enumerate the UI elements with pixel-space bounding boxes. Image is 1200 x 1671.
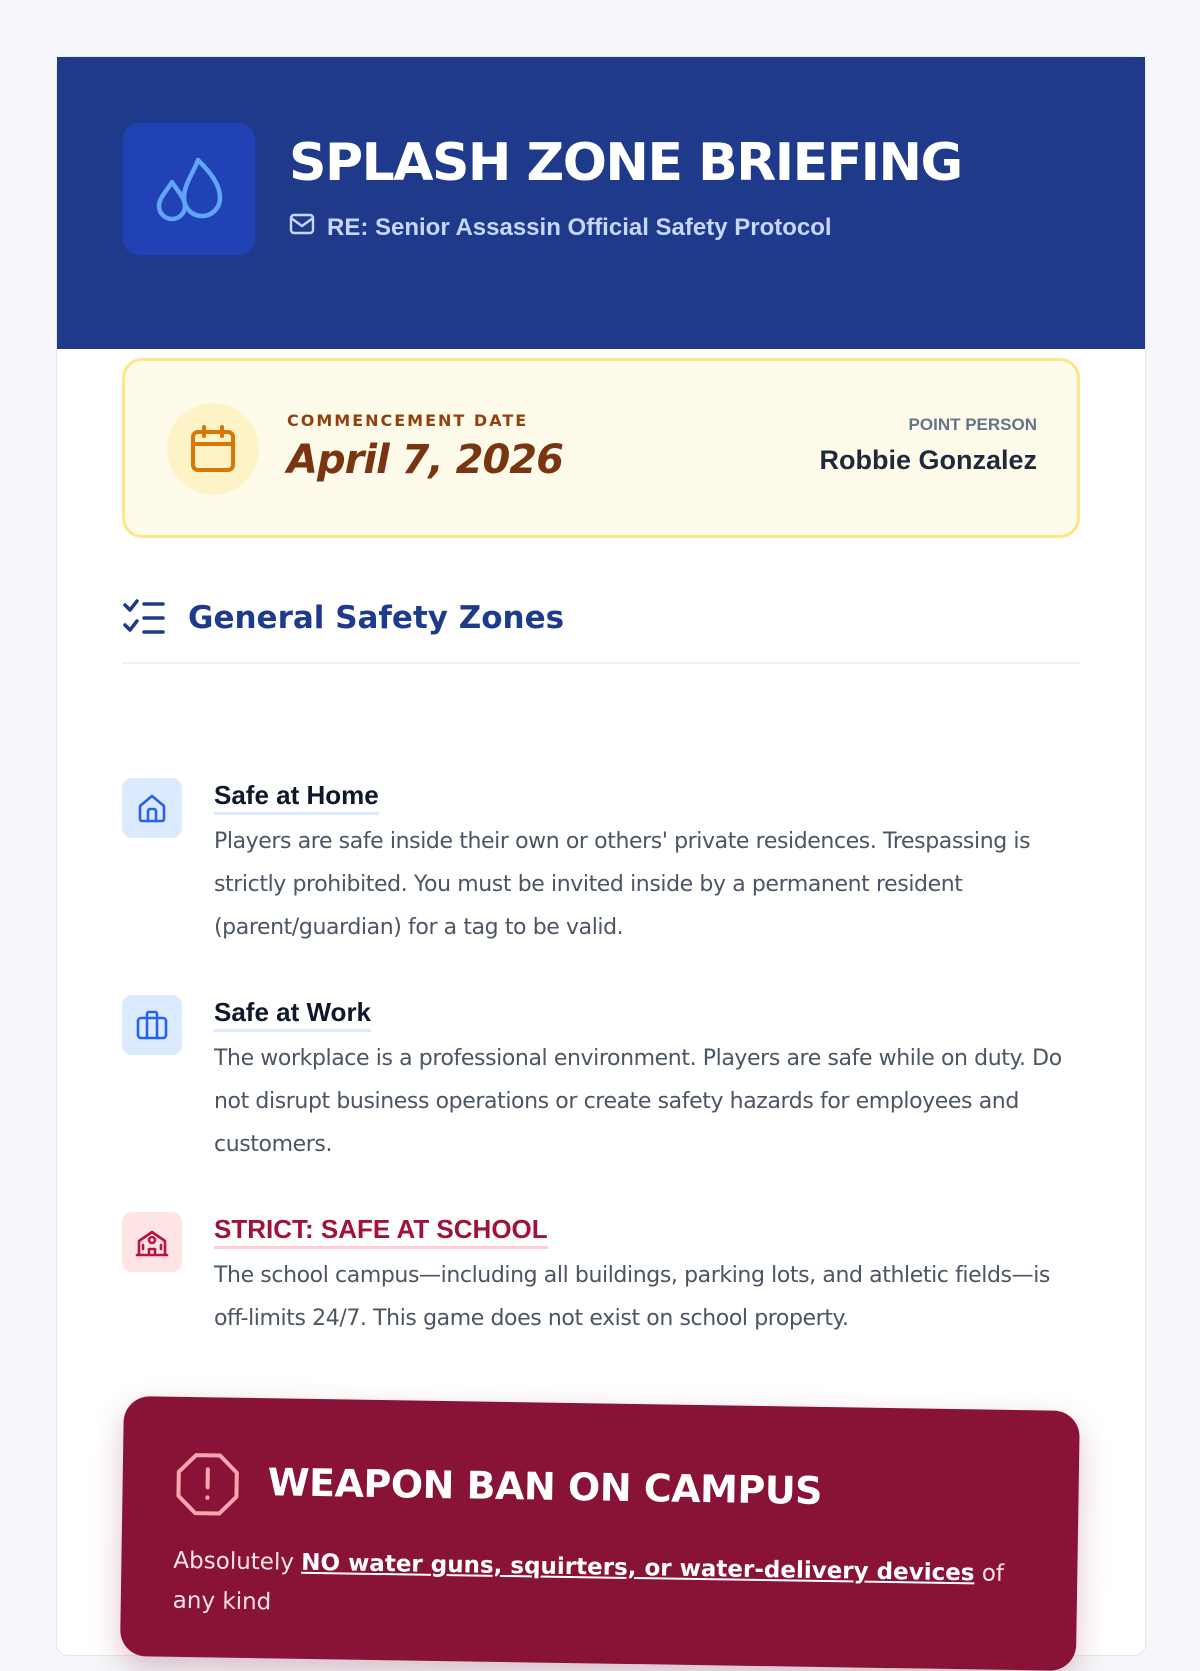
section-title: General Safety Zones xyxy=(188,598,564,638)
zone-description: The workplace is a professional environment. Players are safe while on duty. Do not disrupt business operations or create safety hazards for employees and customers. xyxy=(214,1037,1080,1166)
calendar-icon xyxy=(167,403,259,495)
commencement-box xyxy=(122,358,1080,538)
school-icon xyxy=(122,1212,182,1272)
weapon-ban-text-start: Absolutely xyxy=(173,1548,301,1576)
point-person-name: Robbie Gonzalez xyxy=(819,445,1037,476)
commencement-date: April 7, 2026 xyxy=(287,437,563,483)
weapon-ban-title: WEAPON BAN ON CAMPUS xyxy=(267,1460,822,1513)
zone-description: The school campus—including all buildings, parking lots, and athletic fields—is off-limits 24/7. This game does not exist on school property. xyxy=(214,1254,1080,1340)
email-subject-text: RE: Senior Assassin Official Safety Protocol xyxy=(327,214,832,242)
point-person-label: POINT PERSON xyxy=(909,415,1037,435)
alert-octagon-icon xyxy=(174,1451,241,1522)
zone-description: Players are safe inside their own or others' private residences. Trespassing is strictly prohibited. You must be invited inside by a permanent resident (parent/guardian) for a tag to be valid. xyxy=(214,820,1080,949)
commencement-label: COMMENCEMENT DATE xyxy=(287,411,528,430)
weapon-ban-emphasis: NO water guns, squirters, or water-delivery devices xyxy=(301,1550,975,1587)
zone-title: Safe at Home xyxy=(214,778,379,815)
section-header xyxy=(122,596,1080,664)
briefcase-icon xyxy=(122,995,182,1055)
zone-title: Safe at Work xyxy=(214,995,371,1032)
weapon-ban-text xyxy=(172,1541,1033,1634)
checklist-icon xyxy=(122,598,166,642)
zone-title-strict: STRICT: SAFE AT SCHOOL xyxy=(214,1212,548,1249)
weapon-ban-callout xyxy=(120,1396,1080,1671)
home-icon xyxy=(122,778,182,838)
weapon-ban-text-end: of any kind xyxy=(173,1560,1005,1615)
page-title: SPLASH ZONE BRIEFING xyxy=(289,133,962,193)
